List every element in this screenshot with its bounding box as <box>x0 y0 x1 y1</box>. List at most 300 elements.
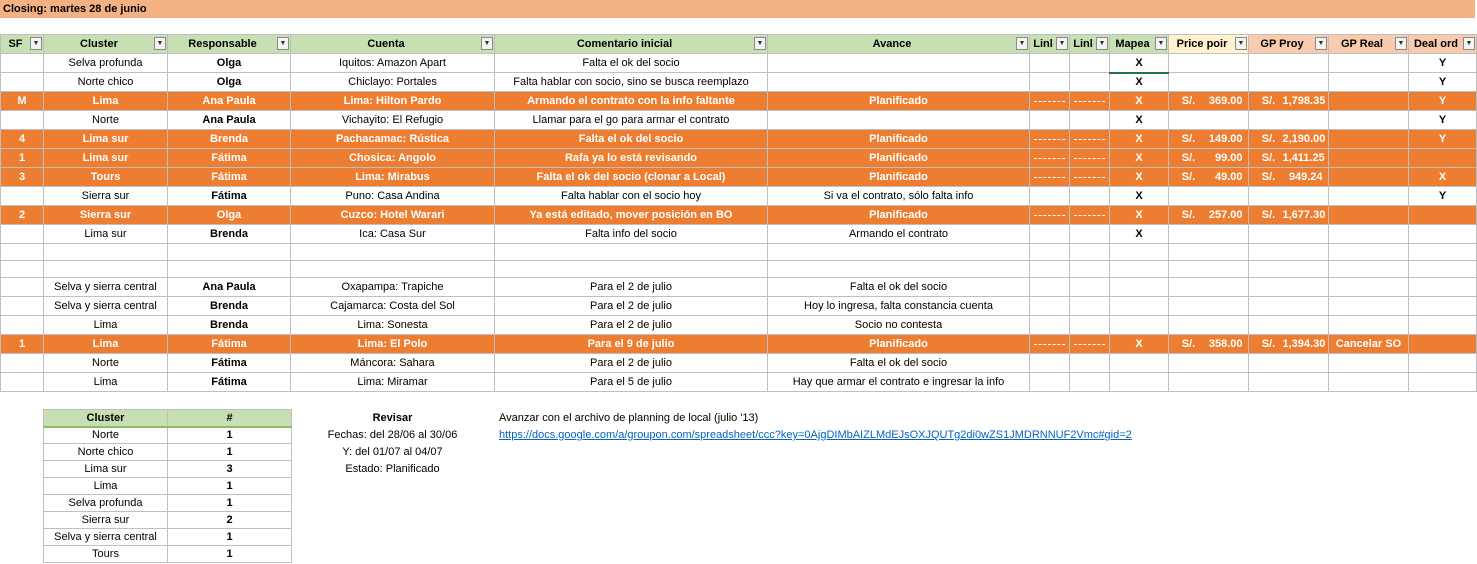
deal-ord-cell[interactable]: Y <box>1409 187 1477 206</box>
gp-real-cell[interactable] <box>1329 168 1409 187</box>
sf-cell[interactable]: 2 <box>1 206 44 225</box>
cluster-cell[interactable]: Norte chico <box>44 73 168 92</box>
price-point-cell[interactable] <box>1169 225 1249 244</box>
filter-dropdown-icon[interactable]: ▼ <box>1315 37 1327 50</box>
mapea-cell[interactable] <box>1110 297 1169 316</box>
link-cell[interactable] <box>1030 168 1070 187</box>
empty-cell[interactable] <box>1249 244 1329 261</box>
summary-count-cell[interactable]: 3 <box>168 461 292 478</box>
sf-cell[interactable]: 1 <box>1 335 44 354</box>
sf-cell[interactable] <box>1 111 44 130</box>
responsable-cell[interactable]: Fátima <box>168 187 291 206</box>
link-cell[interactable] <box>1070 354 1110 373</box>
summary-cluster-cell[interactable]: Selva profunda <box>44 495 168 512</box>
header-price-point[interactable]: Price poir ▼ <box>1169 35 1249 54</box>
empty-cell[interactable] <box>495 261 768 278</box>
avance-cell[interactable]: Planificado <box>768 149 1030 168</box>
price-point-cell[interactable] <box>1169 149 1249 168</box>
gp-proy-cell[interactable] <box>1249 354 1329 373</box>
header-cluster[interactable]: Cluster ▼ <box>44 35 168 54</box>
gp-real-cell[interactable]: Cancelar SO <box>1329 335 1409 354</box>
cuenta-cell[interactable]: Lima: Hilton Pardo <box>291 92 495 111</box>
gp-proy-cell[interactable] <box>1249 54 1329 73</box>
link-cell[interactable] <box>1030 206 1070 225</box>
summary-cluster-cell[interactable]: Norte chico <box>44 444 168 461</box>
mapea-cell[interactable] <box>1110 373 1169 392</box>
filter-dropdown-icon[interactable]: ▼ <box>277 37 289 50</box>
price-point-cell[interactable] <box>1169 73 1249 92</box>
gp-real-cell[interactable] <box>1329 297 1409 316</box>
link-cell[interactable] <box>1030 373 1070 392</box>
mapea-cell[interactable]: X <box>1110 73 1169 92</box>
sf-cell[interactable] <box>1 316 44 335</box>
sf-cell[interactable]: M <box>1 92 44 111</box>
gp-real-cell[interactable] <box>1329 54 1409 73</box>
deal-ord-cell[interactable]: X <box>1409 168 1477 187</box>
gp-real-cell[interactable] <box>1329 149 1409 168</box>
comentario-cell[interactable]: Falta el ok del socio (clonar a Local) <box>495 168 768 187</box>
sf-cell[interactable] <box>1 278 44 297</box>
header-gp-real[interactable]: GP Real ▼ <box>1329 35 1409 54</box>
summary-cluster-cell[interactable]: Sierra sur <box>44 512 168 529</box>
comentario-cell[interactable]: Para el 2 de julio <box>495 278 768 297</box>
mapea-cell[interactable]: X <box>1110 206 1169 225</box>
responsable-cell[interactable]: Ana Paula <box>168 92 291 111</box>
avance-cell[interactable]: Planificado <box>768 335 1030 354</box>
link-cell[interactable] <box>1030 316 1070 335</box>
deal-ord-cell[interactable]: Y <box>1409 111 1477 130</box>
header-link-2[interactable]: Linl ▼ <box>1070 35 1110 54</box>
header-comentario[interactable]: Comentario inicial ▼ <box>495 35 768 54</box>
cluster-summary-table <box>43 409 292 563</box>
gp-proy-cell[interactable] <box>1249 187 1329 206</box>
avance-cell[interactable]: Si va el contrato, sólo falta info <box>768 187 1030 206</box>
revisar-line[interactable]: Y: del 01/07 al 04/07 <box>342 446 443 458</box>
filter-dropdown-icon[interactable]: ▼ <box>1235 37 1247 50</box>
avance-cell[interactable] <box>768 73 1030 92</box>
deal-ord-cell[interactable]: Y <box>1409 73 1477 92</box>
cluster-cell[interactable]: Lima <box>44 316 168 335</box>
cuenta-cell[interactable]: Pachacamac: Rústica <box>291 130 495 149</box>
revisar-title[interactable]: Revisar <box>372 412 413 424</box>
link-cell[interactable] <box>1030 354 1070 373</box>
link-cell[interactable] <box>1070 130 1110 149</box>
gp-proy-cell[interactable] <box>1249 335 1329 354</box>
link-cell[interactable] <box>1070 335 1110 354</box>
summary-cluster-cell[interactable]: Lima sur <box>44 461 168 478</box>
avance-cell[interactable]: Hoy lo ingresa, falta constancia cuenta <box>768 297 1030 316</box>
empty-cell[interactable] <box>1409 244 1477 261</box>
currency-symbol: S/. <box>1261 338 1276 350</box>
currency-symbol: S/. <box>1261 152 1276 164</box>
summary-cluster-cell[interactable]: Tours <box>44 546 168 563</box>
gp-real-cell[interactable] <box>1329 225 1409 244</box>
avance-cell[interactable]: Falta el ok del socio <box>768 278 1030 297</box>
cluster-cell[interactable]: Lima sur <box>44 149 168 168</box>
empty-cell[interactable] <box>168 261 291 278</box>
responsable-cell[interactable]: Fátima <box>168 168 291 187</box>
filter-dropdown-icon[interactable]: ▼ <box>481 37 493 50</box>
header-cuenta[interactable]: Cuenta ▼ <box>291 35 495 54</box>
cuenta-cell[interactable]: Máncora: Sahara <box>291 354 495 373</box>
comentario-cell[interactable]: Armando el contrato con la info faltante <box>495 92 768 111</box>
cuenta-cell[interactable]: Vichayito: El Refugio <box>291 111 495 130</box>
deal-ord-cell[interactable] <box>1409 278 1477 297</box>
summary-cluster-cell[interactable]: Lima <box>44 478 168 495</box>
responsable-cell[interactable]: Fátima <box>168 335 291 354</box>
empty-cell[interactable] <box>1329 261 1409 278</box>
price-point-cell[interactable] <box>1169 168 1249 187</box>
price-point-cell[interactable] <box>1169 187 1249 206</box>
responsable-cell[interactable]: Fátima <box>168 373 291 392</box>
summary-count-cell[interactable]: 1 <box>168 529 292 546</box>
link-cell[interactable] <box>1030 335 1070 354</box>
link-cell[interactable] <box>1070 225 1110 244</box>
summary-cluster-cell[interactable]: Selva y sierra central <box>44 529 168 546</box>
summary-row <box>44 444 292 461</box>
gp-real-cell[interactable] <box>1329 130 1409 149</box>
comentario-cell[interactable]: Falta hablar con el socio hoy <box>495 187 768 206</box>
revisar-line[interactable]: Estado: Planificado <box>345 463 440 475</box>
gp-proy-cell[interactable] <box>1249 92 1329 111</box>
cluster-cell[interactable]: Tours <box>44 168 168 187</box>
link-cell[interactable] <box>1070 111 1110 130</box>
gp-real-cell[interactable] <box>1329 92 1409 111</box>
cuenta-cell[interactable]: Oxapampa: Trapiche <box>291 278 495 297</box>
currency-symbol: S/. <box>1181 338 1196 350</box>
link-cell[interactable] <box>1070 54 1110 73</box>
cuenta-cell[interactable]: Puno: Casa Andina <box>291 187 495 206</box>
header-sf[interactable]: SF ▼ <box>1 35 44 54</box>
summary-cluster-cell[interactable]: Norte <box>44 427 168 444</box>
deal-ord-cell[interactable] <box>1409 354 1477 373</box>
empty-cell[interactable] <box>1 244 44 261</box>
sf-cell[interactable] <box>1 187 44 206</box>
link-cell[interactable] <box>1030 278 1070 297</box>
mapea-cell[interactable]: X <box>1110 187 1169 206</box>
link-cell[interactable] <box>1070 297 1110 316</box>
comentario-cell[interactable]: Ya está editado, mover posición en BO <box>495 206 768 225</box>
cluster-cell[interactable]: Lima sur <box>44 130 168 149</box>
sf-cell[interactable] <box>1 373 44 392</box>
deal-ord-cell[interactable]: Y <box>1409 54 1477 73</box>
gp-proy-cell[interactable] <box>1249 373 1329 392</box>
mapea-cell[interactable]: X <box>1110 225 1169 244</box>
price-point-cell[interactable] <box>1169 54 1249 73</box>
price-point-cell[interactable] <box>1169 316 1249 335</box>
gp-proy-cell[interactable] <box>1249 316 1329 335</box>
deal-ord-cell[interactable] <box>1409 316 1477 335</box>
gp-proy-cell[interactable] <box>1249 225 1329 244</box>
sf-cell[interactable] <box>1 73 44 92</box>
currency-symbol: S/. <box>1261 133 1276 145</box>
link-cell[interactable] <box>1030 149 1070 168</box>
cuenta-cell[interactable]: Cuzco: Hotel Warari <box>291 206 495 225</box>
gp-real-cell[interactable] <box>1329 373 1409 392</box>
responsable-cell[interactable]: Ana Paula <box>168 111 291 130</box>
empty-cell[interactable] <box>1409 261 1477 278</box>
summary-count-cell[interactable]: 1 <box>168 427 292 444</box>
comentario-cell[interactable]: Para el 5 de julio <box>495 373 768 392</box>
mapea-cell[interactable] <box>1110 354 1169 373</box>
gp-proy-cell[interactable] <box>1249 73 1329 92</box>
empty-cell[interactable] <box>1030 261 1070 278</box>
link-cell[interactable] <box>1030 187 1070 206</box>
summary-count-cell[interactable]: 1 <box>168 444 292 461</box>
price-point-cell[interactable] <box>1169 206 1249 225</box>
sf-cell[interactable] <box>1 297 44 316</box>
gp-real-cell[interactable] <box>1329 73 1409 92</box>
avance-cell[interactable]: Hay que armar el contrato e ingresar la info <box>768 373 1030 392</box>
mapea-cell[interactable]: X <box>1110 54 1169 73</box>
price-point-cell[interactable] <box>1169 373 1249 392</box>
mapea-cell[interactable]: X <box>1110 168 1169 187</box>
summary-count-cell[interactable]: 2 <box>168 512 292 529</box>
empty-cell[interactable] <box>1070 261 1110 278</box>
comentario-cell[interactable]: Falta el ok del socio <box>495 130 768 149</box>
avance-cell[interactable]: Planificado <box>768 130 1030 149</box>
gp-proy-cell[interactable] <box>1249 206 1329 225</box>
link-cell[interactable] <box>1070 92 1110 111</box>
responsable-cell[interactable]: Fátima <box>168 149 291 168</box>
gp-real-cell[interactable] <box>1329 111 1409 130</box>
responsable-cell[interactable]: Olga <box>168 54 291 73</box>
empty-cell[interactable] <box>291 261 495 278</box>
mapea-cell[interactable]: X <box>1110 130 1169 149</box>
planning-link[interactable]: https://docs.google.com/a/groupon.com/spreadsheet/ccc?key=0AjgDIMbAIZLMdEJsOXJQUTg2di0wZS1JMDRNNUF2Vmc#gid=2 <box>499 429 1132 441</box>
deal-ord-cell[interactable] <box>1409 297 1477 316</box>
cluster-cell[interactable]: Lima <box>44 335 168 354</box>
table-row <box>1 297 1477 316</box>
cluster-cell[interactable]: Selva y sierra central <box>44 278 168 297</box>
avance-cell[interactable]: Falta el ok del socio <box>768 354 1030 373</box>
cluster-cell[interactable]: Lima sur <box>44 225 168 244</box>
deal-ord-cell[interactable] <box>1409 149 1477 168</box>
deal-ord-cell[interactable] <box>1409 335 1477 354</box>
cuenta-cell[interactable]: Lima: Sonesta <box>291 316 495 335</box>
empty-cell[interactable] <box>44 261 168 278</box>
empty-cell[interactable] <box>44 244 168 261</box>
cuenta-cell[interactable]: Chosica: Angolo <box>291 149 495 168</box>
gp-real-cell[interactable] <box>1329 354 1409 373</box>
link-cell[interactable] <box>1070 73 1110 92</box>
link-cell[interactable] <box>1030 111 1070 130</box>
header-gp-proy[interactable]: GP Proy ▼ <box>1249 35 1329 54</box>
amount: 1,798.35 <box>1282 95 1326 107</box>
deal-ord-cell[interactable]: Y <box>1409 92 1477 111</box>
price-point-cell[interactable] <box>1169 335 1249 354</box>
avance-cell[interactable]: Planificado <box>768 168 1030 187</box>
responsable-cell[interactable]: Brenda <box>168 316 291 335</box>
link-cell[interactable] <box>1070 187 1110 206</box>
planning-note <box>499 410 1132 444</box>
empty-cell[interactable] <box>768 244 1030 261</box>
sf-cell[interactable]: 3 <box>1 168 44 187</box>
empty-cell[interactable] <box>768 261 1030 278</box>
cluster-cell[interactable]: Selva y sierra central <box>44 297 168 316</box>
cuenta-cell[interactable]: Cajamarca: Costa del Sol <box>291 297 495 316</box>
comentario-cell[interactable]: Para el 9 de julio <box>495 335 768 354</box>
mapea-cell[interactable]: X <box>1110 149 1169 168</box>
mapea-cell[interactable] <box>1110 316 1169 335</box>
header-row <box>1 35 1477 54</box>
sf-cell[interactable]: 1 <box>1 149 44 168</box>
comentario-cell[interactable]: Falta el ok del socio <box>495 54 768 73</box>
mapea-cell[interactable]: X <box>1110 335 1169 354</box>
filter-dropdown-icon[interactable]: ▼ <box>1016 37 1028 50</box>
summary-count-cell[interactable]: 1 <box>168 478 292 495</box>
filter-dropdown-icon[interactable]: ▼ <box>1463 37 1475 50</box>
gp-real-cell[interactable] <box>1329 278 1409 297</box>
header-responsable[interactable]: Responsable ▼ <box>168 35 291 54</box>
responsable-cell[interactable]: Olga <box>168 73 291 92</box>
deal-ord-cell[interactable]: Y <box>1409 130 1477 149</box>
link-cell[interactable] <box>1070 149 1110 168</box>
summary-count-cell[interactable]: 1 <box>168 495 292 512</box>
empty-cell[interactable] <box>1169 244 1249 261</box>
sf-cell[interactable] <box>1 225 44 244</box>
revisar-line[interactable]: Fechas: del 28/06 al 30/06 <box>327 429 458 441</box>
cuenta-cell[interactable]: Lima: Mirabus <box>291 168 495 187</box>
comentario-cell[interactable]: Falta hablar con socio, sino se busca reemplazo <box>495 73 768 92</box>
avance-cell[interactable]: Planificado <box>768 92 1030 111</box>
empty-cell[interactable] <box>1070 244 1110 261</box>
empty-cell[interactable] <box>1110 261 1169 278</box>
summary-header-cluster[interactable]: Cluster <box>44 410 168 427</box>
gp-proy-cell[interactable] <box>1249 130 1329 149</box>
cluster-cell[interactable]: Selva profunda <box>44 54 168 73</box>
empty-cell[interactable] <box>291 244 495 261</box>
empty-cell[interactable] <box>1249 261 1329 278</box>
comentario-cell[interactable]: Para el 2 de julio <box>495 354 768 373</box>
cluster-cell[interactable]: Norte <box>44 111 168 130</box>
link-cell[interactable] <box>1070 373 1110 392</box>
summary-count-cell[interactable]: 1 <box>168 546 292 563</box>
empty-cell[interactable] <box>495 244 768 261</box>
sf-cell[interactable]: 4 <box>1 130 44 149</box>
filter-dropdown-icon[interactable]: ▼ <box>1096 37 1108 50</box>
link-cell[interactable] <box>1070 316 1110 335</box>
cluster-cell[interactable]: Sierra sur <box>44 206 168 225</box>
avance-cell[interactable]: Armando el contrato <box>768 225 1030 244</box>
cluster-cell[interactable]: Sierra sur <box>44 187 168 206</box>
price-point-cell[interactable] <box>1169 111 1249 130</box>
cuenta-cell[interactable]: Iquitos: Amazon Apart <box>291 54 495 73</box>
link-cell[interactable] <box>1070 168 1110 187</box>
summary-row <box>44 427 292 444</box>
filter-dropdown-icon[interactable]: ▼ <box>754 37 766 50</box>
avance-cell[interactable] <box>768 111 1030 130</box>
link-cell[interactable] <box>1030 54 1070 73</box>
sparkline <box>1074 215 1105 217</box>
mapea-cell[interactable]: X <box>1110 111 1169 130</box>
comentario-cell[interactable]: Para el 2 de julio <box>495 297 768 316</box>
responsable-cell[interactable]: Brenda <box>168 130 291 149</box>
empty-cell[interactable] <box>1 261 44 278</box>
link-cell[interactable] <box>1070 206 1110 225</box>
price-point-cell[interactable] <box>1169 92 1249 111</box>
sparkline <box>1074 344 1105 346</box>
gp-proy-cell[interactable] <box>1249 168 1329 187</box>
avance-cell[interactable]: Planificado <box>768 206 1030 225</box>
gp-proy-cell[interactable] <box>1249 297 1329 316</box>
sheet-title: Closing: martes 28 de junio <box>0 0 1475 18</box>
deal-ord-cell[interactable] <box>1409 206 1477 225</box>
sf-cell[interactable] <box>1 354 44 373</box>
responsable-cell[interactable]: Olga <box>168 206 291 225</box>
gp-proy-cell[interactable] <box>1249 149 1329 168</box>
link-cell[interactable] <box>1030 73 1070 92</box>
empty-cell[interactable] <box>168 244 291 261</box>
header-mapea[interactable]: Mapea ▼ <box>1110 35 1169 54</box>
gp-real-cell[interactable] <box>1329 187 1409 206</box>
comentario-cell[interactable]: Llamar para el go para armar el contrato <box>495 111 768 130</box>
filter-dropdown-icon[interactable]: ▼ <box>1395 37 1407 50</box>
filter-dropdown-icon[interactable]: ▼ <box>1056 37 1068 50</box>
planning-text[interactable]: Avanzar con el archivo de planning de local (julio '13) <box>499 412 759 424</box>
price-point-cell[interactable] <box>1169 354 1249 373</box>
price-point-cell[interactable] <box>1169 297 1249 316</box>
responsable-cell[interactable]: Brenda <box>168 225 291 244</box>
mapea-cell[interactable]: X <box>1110 92 1169 111</box>
gp-proy-cell[interactable] <box>1249 111 1329 130</box>
responsable-cell[interactable]: Fátima <box>168 354 291 373</box>
header-deal-ord[interactable]: Deal ord ▼ <box>1409 35 1477 54</box>
gp-real-cell[interactable] <box>1329 206 1409 225</box>
amount: 358.00 <box>1208 338 1243 350</box>
cuenta-cell[interactable]: Ica: Casa Sur <box>291 225 495 244</box>
link-cell[interactable] <box>1070 278 1110 297</box>
cluster-cell[interactable]: Lima <box>44 373 168 392</box>
deal-ord-cell[interactable] <box>1409 225 1477 244</box>
cuenta-cell[interactable]: Lima: El Polo <box>291 335 495 354</box>
avance-cell[interactable] <box>768 54 1030 73</box>
sf-cell[interactable] <box>1 54 44 73</box>
empty-cell[interactable] <box>1169 261 1249 278</box>
avance-cell[interactable]: Socio no contesta <box>768 316 1030 335</box>
cuenta-cell[interactable]: Lima: Miramar <box>291 373 495 392</box>
sort-filter-icon[interactable]: ▼ <box>30 37 42 50</box>
gp-real-cell[interactable] <box>1329 316 1409 335</box>
link-cell[interactable] <box>1030 297 1070 316</box>
responsable-cell[interactable]: Ana Paula <box>168 278 291 297</box>
price-point-cell[interactable] <box>1169 278 1249 297</box>
cuenta-cell[interactable]: Chiclayo: Portales <box>291 73 495 92</box>
header-avance[interactable]: Avance ▼ <box>768 35 1030 54</box>
summary-row <box>44 495 292 512</box>
comentario-cell[interactable]: Rafa ya lo está revisando <box>495 149 768 168</box>
responsable-cell[interactable]: Brenda <box>168 297 291 316</box>
empty-cell[interactable] <box>1329 244 1409 261</box>
deal-ord-cell[interactable] <box>1409 373 1477 392</box>
filter-dropdown-icon[interactable]: ▼ <box>1155 37 1167 50</box>
comentario-cell[interactable]: Para el 2 de julio <box>495 316 768 335</box>
summary-header-count[interactable]: # <box>168 410 292 427</box>
link-cell[interactable] <box>1030 92 1070 111</box>
empty-cell[interactable] <box>1030 244 1070 261</box>
mapea-cell[interactable] <box>1110 278 1169 297</box>
cluster-cell[interactable]: Norte <box>44 354 168 373</box>
price-point-cell[interactable] <box>1169 130 1249 149</box>
gp-proy-cell[interactable] <box>1249 278 1329 297</box>
comentario-cell[interactable]: Falta info del socio <box>495 225 768 244</box>
link-cell[interactable] <box>1030 130 1070 149</box>
link-cell[interactable] <box>1030 225 1070 244</box>
header-link-1[interactable]: Linl ▼ <box>1030 35 1070 54</box>
cluster-cell[interactable]: Lima <box>44 92 168 111</box>
filter-dropdown-icon[interactable]: ▼ <box>154 37 166 50</box>
empty-cell[interactable] <box>1110 244 1169 261</box>
